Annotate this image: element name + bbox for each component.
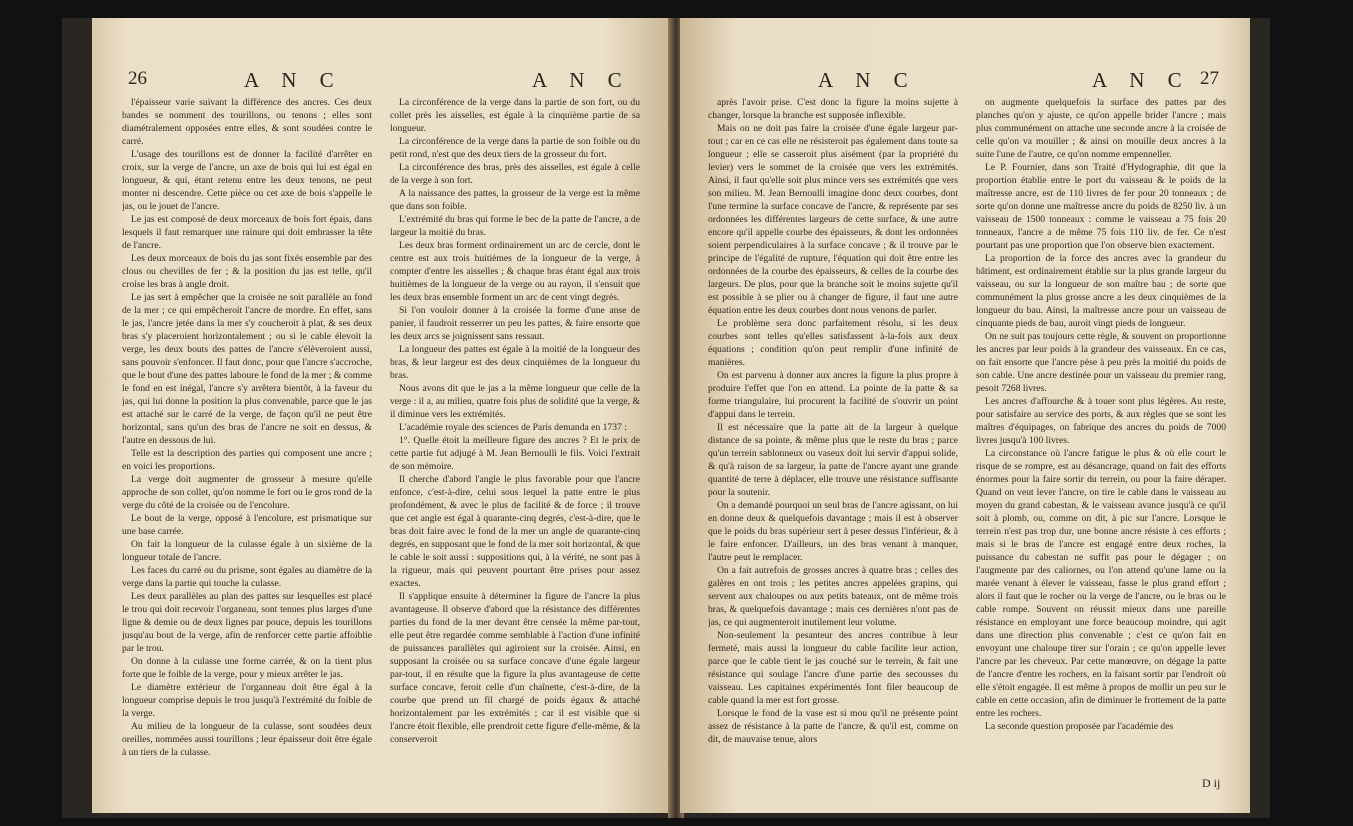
paragraph: l'épaisseur varie suivant la différence des ancres. Ces deux bandes se nomment des tourillons, ou tenons ; elles sont diamétralement opposées entre elles, & sont soudées contre le carré.	[122, 97, 372, 147]
paragraph: La verge doit augmenter de grosseur à mesure qu'elle approche de son collet, qu'on nomme le fort ou le gros rond de la verge du côté de la croisée ou de l'encolure.	[122, 474, 372, 511]
paragraph: 1°. Quelle étoit la meilleure figure des ancres ? Et le prix de cette partie fut adjugé à M. Jean Bernoulli le fils. Voici l'extrait de son mémoire.	[390, 435, 640, 472]
paragraph: La circonférence des bras, près des aisselles, est égale à celle de la verge à son fort.	[390, 162, 640, 186]
paragraph: A la naissance des pattes, la grosseur de la verge est la même que dans son foible.	[390, 188, 640, 212]
paragraph: On a fait autrefois de grosses ancres à quatre bras ; celles des galères en ont trois ; les petites ancres appelées grapins, qui servent aux chaloupes ou aux petits bateaux, ont de même trois bras, & quelquefois davantage ; mais ces dernières n'ont pas de jas, ce qui augmenteroit inutilement leur volume.	[708, 565, 958, 628]
paragraph: Les faces du carré ou du prisme, sont égales au diamètre de la verge dans la partie qui touche la culasse.	[122, 565, 372, 589]
left-running-head	[92, 68, 672, 92]
paragraph: Il s'applique ensuite à déterminer la figure de l'ancre la plus avantageuse. Il observe d'abord que la résistance des différentes parties du fond de la mer devant être censée la même par-tout, elle peut être regardée comme semblable à l'action d'une infinité de puissances parallèles qui agiroient sur la croisée. Ainsi, en supposant la croisée ou sa surface concave d'une égale largeur par-tout, il en résulte que la figure la plus avantageuse de cette surface concave, feroit celle d'un chaînette, c'est-à-dire, de la courbe que prend un fil chargé de poids égaux & attaché horizontalement par les extrémités ; car il est visible que si l'ancre étoit flexible, elle prendroit cette figure d'elle-même, & la conserveroit	[390, 591, 640, 745]
paragraph: Lorsque le fond de la vase est si mou qu'il ne présente point assez de résistance à la patte de l'ancre, & qu'il est, comme on dit, de mauvaise tenue, alors	[708, 708, 958, 745]
paragraph: L'académie royale des sciences de Paris demanda en 1737 :	[399, 422, 627, 433]
paragraph: Les deux morceaux de bois du jas sont fixés ensemble par des clous ou chevilles de fer ; & la position du jas est telle, qu'il croise les bras à angle droit.	[122, 253, 372, 290]
right-headword-1: A N C	[818, 68, 917, 92]
left-column-2	[390, 96, 640, 786]
paragraph: Au milieu de la longueur de la culasse, sont soudées deux oreilles, nommées aussi tourillons ; leur épaisseur doit être égale à un tiers de la culasse.	[122, 721, 372, 758]
paragraph: La circonférence de la verge dans la partie de son foible ou du petit rond, n'est que des deux tiers de la grosseur du fort.	[390, 136, 640, 160]
paragraph: La circonstance où l'ancre fatigue le plus & où elle court le risque de se rompre, est au désancrage, quand on fait des efforts énormes pour la faire sortir du terrein, ou pour la faire déraper. Quand on veut lever l'ancre, on tire le cable dans le vaisseau au moyen du grand cabestan, & le vaisseau avance jusqu'à ce qu'il soit à plomb, ou, comme on dit, à pic sur l'ancre. Lorsque le terrein n'est pas trop dur, une bonne ancre résiste à ces efforts ; mais si le bras de l'ancre est engagé entre deux roches, la puissance du cabestan ne suffit pas pour le dégager ; on l'augmente par des caliornes, ou l'on attend qu'une lame ou la marée venant à élever le vaisseau, fasse le plus grand effort ; alors il faut que le rocher ou la verge de l'ancre, ou le bras ou le cable rompe. Souvent on réussit mieux dans une pareille résistance en employant une force beaucoup moindre, qui agit dans une direction plus convenable ; c'est ce qu'on fait en envoyant une chaloupe tirer sur l'orain ; ce qu'on appelle lever l'ancre par les cheveux. Par cette manœuvre, on dégage la patte de l'ancre d'entre les rochers, en la faisant sortir par l'endroit où elle s'étoit engagée. Il est même à propos de mollir un peu sur le cable en cette occasion, afin de diminuer le frottement de la patte entre les rochers.	[976, 448, 1226, 719]
paragraph: Les ancres d'affourche & à touer sont plus légères. Au reste, pour satisfaire au service des ports, & aux règles que se sont les maîtres d'équipages, on fabrique des ancres du poids de 7000 livres jusqu'à 100 livres.	[976, 396, 1226, 446]
right-running-head	[680, 68, 1250, 92]
paragraph: La circonférence de la verge dans la partie de son fort, ou du collet près les aisselles, est égale à la cinquième partie de sa longueur.	[390, 97, 640, 134]
paragraph: On fait la longueur de la culasse égale à un sixième de la longueur totale de l'ancre.	[122, 539, 372, 563]
paragraph: Si l'on vouloir donner à la croisée la forme d'une anse de panier, il faudroit resserrer un peu les pattes, & faire ensorte que les deux arcs se joignissent sans ressaut.	[390, 305, 640, 342]
left-page-number: 26	[128, 68, 147, 89]
paragraph: Le P. Fournier, dans son Traité d'Hydographie, dit que la proportion établie entre le port du vaisseau & le poids de la maîtresse ancre, est de 110 livres de fer pour 20 tonneaux ; de sorte qu'on donne une maîtresse ancre du poids de 8250 liv. à un vaisseau de 1500 tonneaux : comme le vaisseau a 75 fois 20 tonneaux, l'ancre a de même 75 fois 110 liv. de fer. Ce n'est pourtant pas une proportion que l'on observe bien exactement.	[976, 162, 1226, 251]
paragraph: Il cherche d'abord l'angle le plus favorable pour que l'ancre enfonce, c'est-à-dire, celui sous lequel la patte entre le plus profondément, & avec le plus de facilité & de force ; il trouve que cet angle est égal à quarante-cinq degrés, c'est-à-dire, que le bras doit faire avec le fond de la mer un angle de quarante-cinq degrés, en supposant que le fond de la mer soit horizontal, & que le cable le soit aussi : suppositions qui, à la vérité, ne sont pas à la rigueur, mais qui peuvent pourtant être prises pour assez exactes.	[390, 474, 640, 589]
paragraph: Il est nécessaire que la patte ait de la largeur à quelque distance de sa pointe, & même plus que le reste du bras ; parce qu'un terrein sablonneux ou vaseux doit lui servir d'appui solide, & qu'à raison de sa largeur, la patte de l'ancre ayant une grande quantité de terre à déplacer, elle trouve une résistance suffisante pour la soutenir.	[708, 422, 958, 498]
paragraph: Le problème sera donc parfaitement résolu, si les deux courbes sont telles qu'elles satisfassent à-la-fois aux deux équations ; condition qu'on peut remplir d'une infinité de manières.	[708, 318, 958, 368]
paragraph: On a demandé pourquoi un seul bras de l'ancre agissant, on lui en donne deux & quelquefois davantage ; mais il est à observer que le poids du bras supérieur sert à peser dessus l'inférieur, & à le faire enfoncer. D'ailleurs, un des bras venant à manquer, l'autre peut le remplacer.	[708, 500, 958, 563]
right-column-2	[976, 96, 1226, 770]
paragraph: La longueur des pattes est égale à la moitié de la longueur des bras, & leur largeur est des deux cinquièmes de la longueur du bras.	[390, 344, 640, 381]
paragraph: après l'avoir prise. C'est donc la figure la moins sujette à changer, lorsque la branche est supposée inflexible.	[708, 97, 958, 121]
paragraph: Nous avons dit que le jas a la même longueur que celle de la verge : il a, au milieu, quatre fois plus de solidité que la verge, & il diminue vers les extrémités.	[390, 383, 640, 420]
right-headword-2: A N C	[1092, 68, 1191, 92]
open-book	[62, 18, 1270, 818]
paragraph: Non-seulement la pesanteur des ancres contribue à leur fermeté, mais aussi la longueur du cable facilite leur action, parce que le cable tient le jas couché sur le terrein, & fait une résistance qui soulage l'ancre d'une partie des secousses du vaisseau. Les capitaines expérimentés font filer beaucoup de cable quand la mer est fort grosse.	[708, 630, 958, 706]
paragraph: On ne suit pas toujours cette règle, & souvent on proportionne les ancres par leur poids à la grandeur des vaisseaux. En ce cas, on fait ensorte que l'ancre pèse à peu près la moitié du poids de son cable. Une ancre destinée pour un vaisseau du premier rang, pesoit 7268 livres.	[976, 331, 1226, 394]
paragraph: Le bout de la verge, opposé à l'encolure, est prismatique sur une base carrée.	[122, 513, 372, 537]
paragraph: On est parvenu à donner aux ancres la figure la plus propre à produire l'effet que l'on en attend. La pointe de la patte & sa forme triangulaire, lui procurent la facilité de s'ouvrir un point d'appui dans le terrein.	[708, 370, 958, 420]
paragraph: Le jas sert à empêcher que la croisée ne soit parallèle au fond de la mer ; ce qui empêcheroit l'ancre de mordre. En effet, sans le jas, l'ancre jetée dans la mer s'y coucheroit à plat, & ses deux bras s'y placeroient horizontalement ; ou si le cable élevoit la verge, les deux bouts des pattes de l'ancre s'élèveroient aussi, sans pouvoir s'enfoncer. Il faut donc, pour que l'ancre s'accroche, que le bout d'une des pattes laboure le fond de la mer ; & comme le fond en est inégal, l'ancre s'y arrêtera bientôt, à la faveur du jas, qui lui donne la position la plus convenable, parce que le jas est attaché sur le carré de la verge, de façon qu'il ne peut être horizontal, sans qu'un des bras de l'ancre ne soit en dessus, & l'autre en dessous de lui.	[122, 292, 372, 446]
right-page	[680, 18, 1250, 813]
right-column-1	[708, 96, 958, 786]
right-page-number: 27	[1200, 68, 1219, 89]
left-headword-1: A N C	[244, 68, 343, 92]
paragraph: on augmente quelquefois la surface des pattes par des planches qu'on y ajuste, ce qu'on appelle brider l'ancre ; mais plus communément on attache une seconde ancre à la croisée de celle qu'on va mouiller ; & ainsi on mouille deux ancres à la suite l'une de l'autre, ce qu'on nomme empenneller.	[976, 97, 1226, 160]
left-page	[92, 18, 672, 813]
paragraph: L'extrémité du bras qui forme le bec de la patte de l'ancre, a de largeur la moitié du bras.	[390, 214, 640, 238]
paragraph: L'usage des tourillons est de donner la facilité d'arrêter en croix, sur la verge de l'ancre, un axe de bois qui lui est égal en longueur, & qui, étant retenu entre les deux tenons, ne peut monter ni descendre. Cette pièce ou cet axe de bois s'appelle le jas, ou le jouet de l'ancre.	[122, 149, 372, 212]
paragraph: Le diamètre extérieur de l'organneau doit être égal à la longueur comprise depuis le trou jusqu'à l'extrémité du foible de la verge.	[122, 682, 372, 719]
paragraph: Les deux bras forment ordinairement un arc de cercle, dont le centre est aux trois huitièmes de la longueur de la verge, à compter d'entre les aisselles ; & chaque bras étant égal aux trois huitièmes de la longueur de la verge ou au rayon, il s'ensuit que les deux bras ensemble forment un arc de cent vingt degrés.	[390, 240, 640, 303]
paragraph: La seconde question proposée par l'académie des	[985, 721, 1174, 732]
left-headword-2: A N C	[532, 68, 631, 92]
paragraph: On donne à la culasse une forme carrée, & on la tient plus forte que le foible de la verge, pour y mieux arrêter le jas.	[122, 656, 372, 680]
paragraph: La proportion de la force des ancres avec la grandeur du bâtiment, est ordinairement établie sur la plus grande largeur du vaisseau, ou sur la longueur de son maître bau ; de sorte que communément la plus grosse ancre a les deux cinquièmes de la longueur du bau. Ainsi, la maîtresse ancre pour un vaisseau de cinquante pieds de bau, auroit vingt pieds de longueur.	[976, 253, 1226, 329]
signature-mark: D ij	[1202, 776, 1221, 790]
paragraph: Mais on ne doit pas faire la croisée d'une égale largeur par-tout ; car en ce cas elle ne résisteroit pas également dans toute sa longueur ; elle se casseroit plus aisément (par la propriété du levier) vers le sommet de la croisée que vers les extrémités. Ainsi, il faut qu'elle soit plus mince vers ses extrémités que vers son milieu. M. Jean Bernoulli imagine donc deux courbes, dont l'une termine la surface concave de l'ancre, & représente par ses ordonnées les différentes largeurs de cette surface, & une autre encore qu'il appelle courbe des épaisseurs, & dont les ordonnées soient perpendiculaires à la surface concave ; & il trouve par le principe de l'égalité de rupture, l'équation qui doit être entre les ordonnées de la courbe des épaisseurs, & celles de la courbe des largeurs. De plus, pour que la branche soit le moins sujette qu'il est possible à se plier ou à changer de figure, il faut une autre équation entre les deux courbes dont nous venons de parler.	[708, 123, 958, 316]
paragraph: Telle est la description des parties qui composent une ancre ; en voici les proportions.	[122, 448, 372, 472]
paragraph: Le jas est composé de deux morceaux de bois fort épais, dans lesquels il faut remarquer une rainure qui doit embrasser la tête de l'ancre.	[122, 214, 372, 251]
paragraph: Les deux parallèles au plan des pattes sur lesquelles est placé le trou qui doit recevoir l'organeau, sont tenues plus larges d'une ligne & demie ou de deux lignes par pouce, depuis les tourillons jusqu'au bout de la verge, afin de renforcer cette partie affoiblie par le trou.	[122, 591, 372, 654]
left-column-1	[122, 96, 372, 786]
